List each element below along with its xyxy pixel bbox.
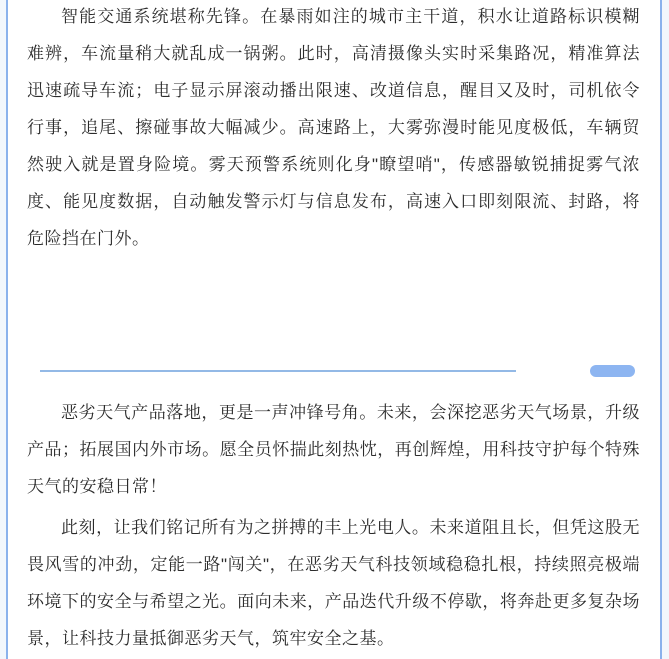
rounded-pill-shape[interactable] bbox=[590, 365, 635, 377]
text-line: 景，让科技力量抵御恶劣天气，筑牢安全之基。 bbox=[27, 629, 395, 648]
text-line: 环境下的安全与希望之光。面向未来，产品迭代升级不停歇，将奔赴更多复杂场 bbox=[27, 592, 640, 611]
text-line: 此刻，让我们铭记所有为之拼搏的丰上光电人。未来道阻且长，但凭这股无 bbox=[61, 518, 640, 537]
text-line: 产品；拓展国内外市场。愿全员怀揣此刻热忱，再创辉煌，用科技守护每个特殊 bbox=[27, 440, 640, 459]
text-line: 畏风雪的冲劲，定能一路"闯关"，在恶劣天气科技领域稳稳扎根，持续照亮极端 bbox=[27, 555, 640, 574]
paragraph bbox=[27, 509, 640, 657]
paragraph bbox=[27, 0, 640, 257]
text-line: 智能交通系统堪称先锋。在暴雨如注的城市主干道，积水让道路标识模糊 bbox=[61, 7, 640, 26]
text-line: 难辨，车流量稍大就乱成一锅粥。此时，高清摄像头实时采集路况，精准算法 bbox=[27, 44, 640, 63]
text-line: 行事，追尾、擦碰事故大幅减少。高速路上，大雾弥漫时能见度极低，车辆贸 bbox=[27, 118, 640, 137]
text-line: 迅速疏导车流；电子显示屏滚动播出限速、改道信息，醒目又及时，司机依令 bbox=[27, 81, 640, 100]
document-text-area[interactable] bbox=[27, 0, 640, 657]
text-line: 天气的安稳日常！ bbox=[27, 477, 167, 496]
text-line: 危险挡在门外。 bbox=[27, 229, 150, 248]
text-line: 恶劣天气产品落地，更是一声冲锋号角。未来，会深挖恶劣天气场景，升级 bbox=[61, 403, 640, 422]
document-page bbox=[6, 0, 662, 659]
paragraph bbox=[27, 394, 640, 505]
text-line: 然驶入就是置身险境。雾天预警系统则化身"瞭望哨"，传感器敏锐捕捉雾气浓 bbox=[27, 155, 640, 174]
text-line: 度、能见度数据，自动触发警示灯与信息发布，高速入口即刻限流、封路，将 bbox=[27, 192, 640, 211]
section-divider-line bbox=[40, 370, 516, 372]
